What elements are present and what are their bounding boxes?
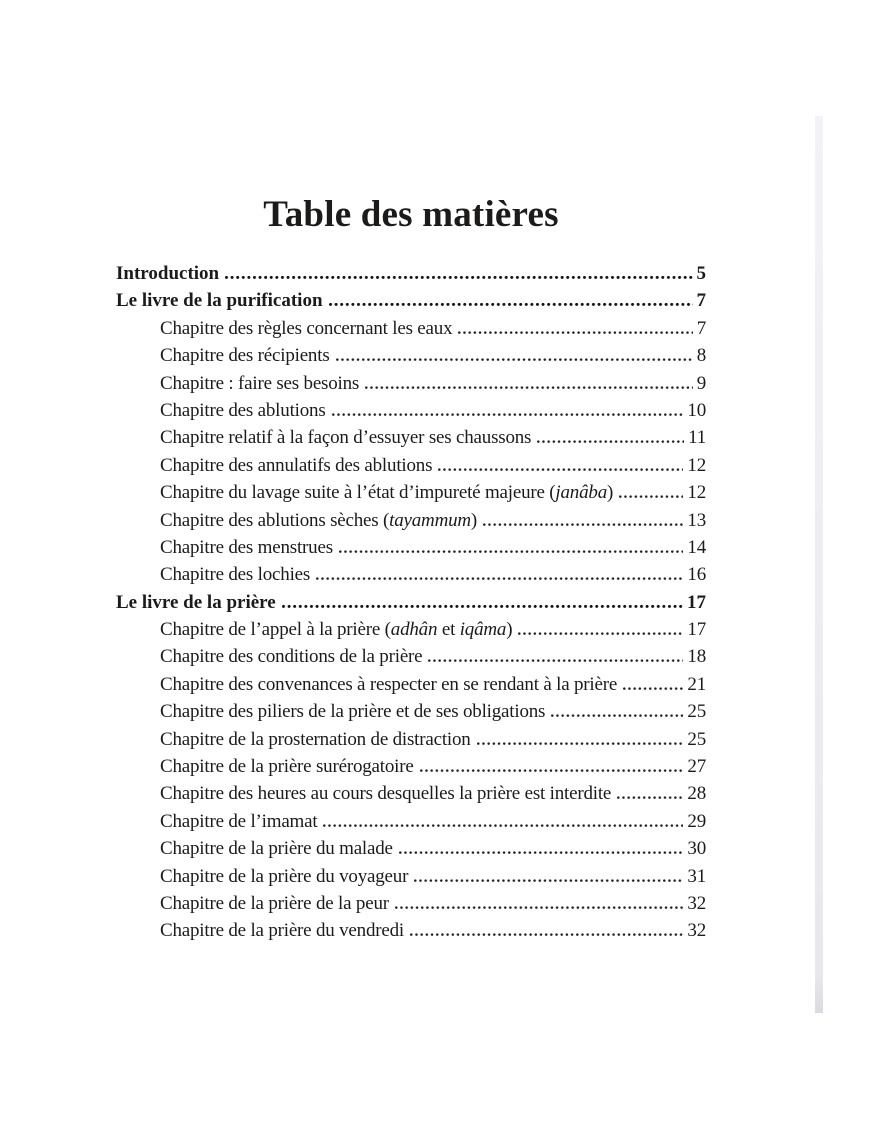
toc-dot-leader: [323, 823, 683, 827]
toc-entry-label: Chapitre des règles concernant les eaux: [160, 317, 453, 339]
toc-page-number: 25: [687, 728, 706, 750]
toc-dot-leader: [477, 741, 684, 745]
toc-row: [116, 424, 706, 451]
page-title: Table des matières: [263, 193, 559, 235]
toc-entry-label: Chapitre des ablutions: [160, 399, 326, 421]
toc-row: [116, 342, 706, 369]
toc-page-number: 8: [696, 345, 706, 367]
toc-dot-leader: [414, 878, 683, 882]
toc-dot-leader: [623, 686, 683, 690]
toc-entry-label: Chapitre des annulatifs des ablutions: [160, 454, 433, 476]
toc-dot-leader: [316, 576, 683, 580]
toc-row: [116, 863, 706, 890]
toc-row: [116, 260, 706, 287]
toc-page-number: 12: [687, 482, 706, 504]
toc-page-number: 25: [687, 701, 706, 723]
toc-page-number: 13: [687, 509, 706, 531]
toc-row: [116, 479, 706, 506]
toc-page-number: 32: [687, 892, 706, 914]
toc-row: [116, 452, 706, 479]
toc-dot-leader: [336, 357, 693, 361]
toc-row: [116, 835, 706, 862]
toc-row: [116, 287, 706, 314]
toc-row: [116, 589, 706, 616]
toc-entry-label: Chapitre des menstrues: [160, 536, 333, 558]
toc-entry-label: Chapitre de la prière du voyageur: [160, 865, 409, 887]
toc-dot-leader: [518, 631, 683, 635]
toc-page-number: 31: [687, 865, 706, 887]
toc-row: [116, 397, 706, 424]
toc-page-number: 17: [687, 619, 706, 641]
toc-page-number: 21: [687, 673, 706, 695]
toc-entry-label: Chapitre du lavage suite à l’état d’impureté majeure (janâba): [160, 482, 614, 504]
toc-row: [116, 561, 706, 588]
toc-dot-leader: [332, 412, 684, 416]
toc-page-number: 9: [696, 372, 706, 394]
toc-page-number: 7: [696, 317, 706, 339]
toc-entry-label: Chapitre de l’imamat: [160, 810, 318, 832]
toc-dot-leader: [225, 274, 692, 279]
toc-page-number: 17: [687, 591, 706, 613]
toc-dot-leader: [428, 658, 683, 662]
toc-row: [116, 890, 706, 917]
toc-dot-leader: [395, 905, 684, 909]
toc-page-number: 18: [687, 646, 706, 668]
toc-page-number: 5: [696, 263, 706, 284]
toc-list: [116, 260, 706, 945]
toc-dot-leader: [365, 385, 693, 389]
toc-entry-label: Le livre de la purification: [116, 290, 323, 312]
toc-dot-leader: [619, 494, 683, 498]
toc-row: [116, 753, 706, 780]
toc-row: [116, 370, 706, 397]
toc-dot-leader: [420, 768, 684, 772]
toc-dot-leader: [438, 467, 683, 471]
toc-row: [116, 698, 706, 725]
toc-page-number: 10: [687, 399, 706, 421]
toc-row: [116, 808, 706, 835]
toc-row: [116, 780, 706, 807]
toc-entry-label: Chapitre de la prosternation de distraction: [160, 728, 471, 750]
toc-entry-label: Chapitre de la prière surérogatoire: [160, 756, 414, 778]
toc-row: [116, 315, 706, 342]
toc-dot-leader: [617, 795, 683, 799]
toc-row: [116, 671, 706, 698]
toc-entry-label: Chapitre des heures au cours desquelles la prière est interdite: [160, 783, 612, 805]
toc-row: [116, 643, 706, 670]
toc-entry-label: Chapitre de l’appel à la prière (adhân et iqâma): [160, 619, 513, 641]
toc-dot-leader: [483, 522, 683, 526]
toc-entry-label: Le livre de la prière: [116, 591, 276, 613]
toc-dot-leader: [399, 850, 684, 854]
toc-entry-label: Introduction: [116, 263, 220, 284]
toc-entry-label: Chapitre de la prière du vendredi: [160, 920, 404, 942]
toc-row: [116, 917, 706, 944]
toc-entry-label: Chapitre des récipients: [160, 345, 330, 367]
toc-entry-label: Chapitre des piliers de la prière et de ses obligations: [160, 701, 546, 723]
toc-entry-label: Chapitre des conditions de la prière: [160, 646, 423, 668]
toc-dot-leader: [282, 603, 683, 608]
toc-dot-leader: [329, 301, 693, 306]
toc-page-number: 30: [687, 838, 706, 860]
toc-dot-leader: [458, 330, 692, 334]
toc-entry-label: Chapitre relatif à la façon d’essuyer ses chaussons: [160, 427, 532, 449]
toc-page-number: 12: [687, 454, 706, 476]
toc-entry-label: Chapitre des convenances à respecter en se rendant à la prière: [160, 673, 618, 695]
toc-page-number: 29: [687, 810, 706, 832]
toc-dot-leader: [537, 439, 684, 443]
toc-entry-label: Chapitre de la prière de la peur: [160, 892, 389, 914]
toc-row: [116, 507, 706, 534]
toc-page-number: 11: [688, 427, 706, 449]
toc-dot-leader: [551, 713, 683, 717]
toc-entry-label: Chapitre des lochies: [160, 564, 311, 586]
toc-row: [116, 616, 706, 643]
toc-row: [116, 726, 706, 753]
toc-page-number: 7: [696, 290, 706, 312]
toc-page-number: 28: [687, 783, 706, 805]
toc-dot-leader: [410, 932, 683, 936]
toc-entry-label: Chapitre : faire ses besoins: [160, 372, 360, 394]
page-edge-line: [815, 116, 823, 1013]
toc-page-number: 27: [687, 756, 706, 778]
toc-page-number: 14: [687, 536, 706, 558]
toc-page-number: 16: [687, 564, 706, 586]
toc-entry-label: Chapitre de la prière du malade: [160, 838, 393, 860]
toc-entry-label: Chapitre des ablutions sèches (tayammum): [160, 509, 478, 531]
toc-row: [116, 534, 706, 561]
toc-dot-leader: [339, 549, 684, 553]
toc-page-number: 32: [687, 920, 706, 942]
